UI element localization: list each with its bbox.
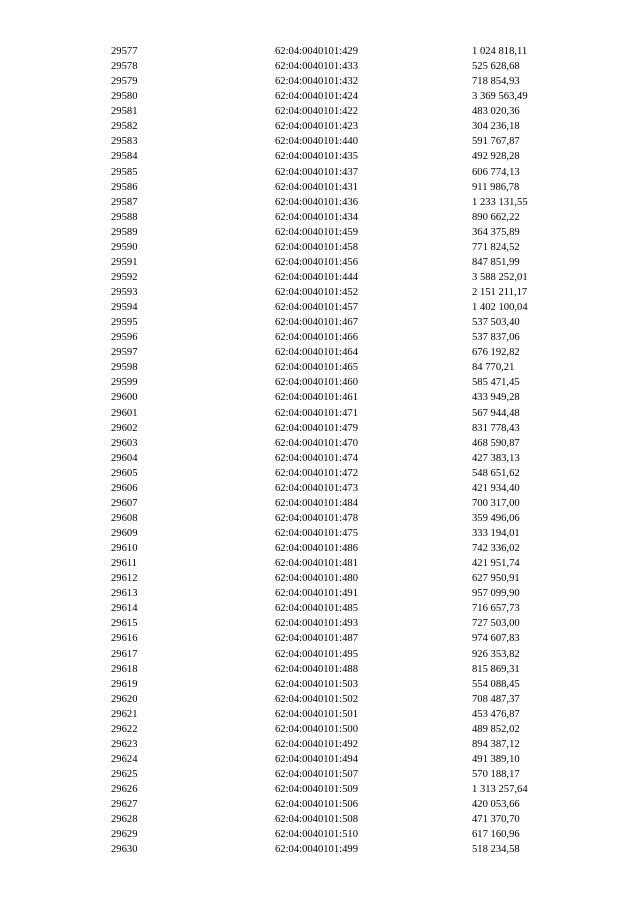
cadastral-number: 62:04:0040101:434	[275, 211, 358, 223]
row-number: 29620	[111, 693, 138, 705]
cadastral-number: 62:04:0040101:452	[275, 287, 358, 298]
cadastral-value: 831 778,43	[472, 422, 520, 434]
cadastral-number: 62:04:0040101:472	[275, 467, 358, 479]
cadastral-value: 427 383,13	[472, 452, 520, 464]
cadastral-number: 62:04:0040101:460	[275, 377, 358, 389]
cadastral-number: 62:04:0040101:431	[275, 181, 358, 193]
cadastral-value: 911 986,78	[472, 181, 520, 193]
cadastral-value: 815 869,31	[472, 663, 520, 675]
cadastral-value: 894 387,12	[472, 738, 520, 750]
cadastral-value-table	[0, 44, 640, 857]
cadastral-value: 489 852,02	[472, 723, 520, 735]
row-number: 29611	[111, 558, 138, 570]
row-number: 29609	[111, 528, 138, 539]
cadastral-value: 491 389,10	[472, 753, 520, 765]
row-number: 29580	[111, 91, 138, 103]
cadastral-number: 62:04:0040101:479	[275, 422, 358, 434]
cadastral-value: 847 851,99	[472, 256, 520, 268]
row-number: 29588	[111, 211, 138, 223]
table-row	[0, 767, 640, 782]
table-row	[0, 406, 640, 421]
row-number: 29604	[111, 452, 138, 464]
cadastral-number: 62:04:0040101:509	[275, 784, 358, 796]
cadastral-number: 62:04:0040101:458	[275, 241, 358, 253]
table-row	[0, 119, 640, 134]
row-number: 29577	[111, 46, 138, 57]
table-row	[0, 842, 640, 857]
cadastral-value: 3 369 563,49	[472, 91, 528, 103]
cadastral-number: 62:04:0040101:478	[275, 512, 358, 524]
table-row	[0, 59, 640, 74]
row-number: 29613	[111, 588, 138, 600]
cadastral-number: 62:04:0040101:487	[275, 633, 358, 645]
table-row	[0, 812, 640, 827]
cadastral-number: 62:04:0040101:500	[275, 723, 358, 735]
cadastral-number: 62:04:0040101:432	[275, 76, 358, 88]
cadastral-value: 304 236,18	[472, 121, 520, 133]
row-number: 29587	[111, 196, 138, 208]
cadastral-value: 537 503,40	[472, 317, 520, 329]
cadastral-value: 727 503,00	[472, 618, 520, 630]
cadastral-number: 62:04:0040101:492	[275, 738, 358, 750]
cadastral-value: 708 487,37	[472, 693, 520, 705]
table-row	[0, 436, 640, 451]
cadastral-value: 1 233 131,55	[472, 196, 528, 208]
row-number: 29597	[111, 347, 138, 359]
table-row	[0, 451, 640, 466]
cadastral-number: 62:04:0040101:473	[275, 482, 358, 494]
cadastral-value: 525 628,68	[472, 61, 520, 73]
row-number: 29599	[111, 377, 138, 389]
table-row	[0, 662, 640, 677]
row-number: 29622	[111, 723, 138, 735]
row-number: 29584	[111, 151, 138, 163]
row-number: 29606	[111, 482, 138, 494]
table-row	[0, 677, 640, 692]
cadastral-number: 62:04:0040101:485	[275, 603, 358, 615]
row-number: 29629	[111, 829, 138, 841]
cadastral-value: 471 370,70	[472, 814, 520, 826]
cadastral-number: 62:04:0040101:493	[275, 618, 358, 630]
cadastral-number: 62:04:0040101:499	[275, 844, 358, 856]
table-row	[0, 375, 640, 390]
row-number: 29610	[111, 543, 138, 555]
table-row	[0, 180, 640, 195]
cadastral-number: 62:04:0040101:495	[275, 648, 358, 660]
table-row	[0, 556, 640, 571]
row-number: 29581	[111, 106, 138, 118]
table-row	[0, 737, 640, 752]
cadastral-value: 364 375,89	[472, 226, 520, 238]
cadastral-number: 62:04:0040101:503	[275, 678, 358, 690]
cadastral-number: 62:04:0040101:467	[275, 317, 358, 329]
cadastral-number: 62:04:0040101:474	[275, 452, 358, 464]
row-number: 29594	[111, 302, 138, 314]
cadastral-value: 567 944,48	[472, 407, 520, 419]
row-number: 29601	[111, 407, 138, 419]
table-row	[0, 541, 640, 556]
row-number: 29618	[111, 663, 138, 675]
cadastral-number: 62:04:0040101:436	[275, 196, 358, 208]
table-row	[0, 466, 640, 481]
cadastral-number: 62:04:0040101:466	[275, 332, 358, 344]
cadastral-value: 742 336,02	[472, 543, 520, 555]
table-row	[0, 647, 640, 662]
cadastral-value: 617 160,96	[472, 829, 520, 841]
row-number: 29617	[111, 648, 138, 660]
table-row	[0, 134, 640, 149]
table-row	[0, 345, 640, 360]
cadastral-number: 62:04:0040101:437	[275, 166, 358, 178]
cadastral-number: 62:04:0040101:465	[275, 362, 358, 374]
table-row	[0, 330, 640, 345]
cadastral-value: 606 774,13	[472, 166, 520, 178]
cadastral-number: 62:04:0040101:507	[275, 769, 358, 780]
cadastral-number: 62:04:0040101:488	[275, 663, 358, 675]
row-number: 29608	[111, 512, 138, 524]
row-number: 29619	[111, 678, 138, 690]
row-number: 29630	[111, 844, 138, 856]
table-row	[0, 255, 640, 270]
row-number: 29607	[111, 497, 138, 509]
row-number: 29598	[111, 362, 138, 374]
cadastral-value: 421 934,40	[472, 482, 520, 494]
cadastral-value: 890 662,22	[472, 211, 520, 223]
table-row	[0, 571, 640, 586]
cadastral-value: 433 949,28	[472, 392, 520, 404]
table-row	[0, 285, 640, 300]
table-row	[0, 44, 640, 59]
row-number: 29585	[111, 166, 138, 178]
row-number: 29602	[111, 422, 138, 434]
row-number: 29612	[111, 573, 138, 585]
cadastral-value: 591 767,87	[472, 136, 520, 148]
cadastral-number: 62:04:0040101:444	[275, 271, 358, 283]
table-row	[0, 240, 640, 255]
row-number: 29623	[111, 738, 138, 750]
row-number: 29626	[111, 784, 138, 796]
row-number: 29583	[111, 136, 138, 148]
row-number: 29578	[111, 61, 138, 73]
cadastral-value: 1 402 100,04	[472, 302, 528, 314]
row-number: 29605	[111, 467, 138, 479]
cadastral-number: 62:04:0040101:471	[275, 407, 358, 419]
row-number: 29593	[111, 287, 138, 298]
cadastral-number: 62:04:0040101:510	[275, 829, 358, 841]
cadastral-number: 62:04:0040101:502	[275, 693, 358, 705]
cadastral-number: 62:04:0040101:422	[275, 106, 358, 118]
cadastral-value: 585 471,45	[472, 377, 520, 389]
cadastral-value: 420 053,66	[472, 799, 520, 811]
table-row	[0, 797, 640, 812]
table-row	[0, 360, 640, 375]
cadastral-value: 84 770,21	[472, 362, 515, 374]
cadastral-value: 554 088,45	[472, 678, 520, 690]
cadastral-number: 62:04:0040101:501	[275, 708, 358, 720]
cadastral-number: 62:04:0040101:457	[275, 302, 358, 314]
row-number: 29596	[111, 332, 138, 344]
cadastral-value: 570 188,17	[472, 769, 520, 780]
cadastral-value: 548 651,62	[472, 467, 520, 479]
table-row	[0, 210, 640, 225]
row-number: 29600	[111, 392, 138, 404]
cadastral-value: 453 476,87	[472, 708, 520, 720]
cadastral-number: 62:04:0040101:435	[275, 151, 358, 163]
row-number: 29586	[111, 181, 138, 193]
table-row	[0, 722, 640, 737]
cadastral-value: 537 837,06	[472, 332, 520, 344]
cadastral-number: 62:04:0040101:433	[275, 61, 358, 73]
table-row	[0, 421, 640, 436]
table-row	[0, 300, 640, 315]
cadastral-value: 700 317,00	[472, 497, 520, 509]
cadastral-number: 62:04:0040101:506	[275, 799, 358, 811]
table-row	[0, 616, 640, 631]
cadastral-value: 716 657,73	[472, 603, 520, 615]
cadastral-value: 957 099,90	[472, 588, 520, 600]
table-row	[0, 496, 640, 511]
cadastral-value: 483 020,36	[472, 106, 520, 118]
row-number: 29592	[111, 271, 138, 283]
table-row	[0, 149, 640, 164]
cadastral-value: 3 588 252,01	[472, 271, 528, 283]
cadastral-number: 62:04:0040101:484	[275, 497, 358, 509]
row-number: 29614	[111, 603, 138, 615]
row-number: 29591	[111, 256, 138, 268]
cadastral-value: 468 590,87	[472, 437, 520, 449]
cadastral-number: 62:04:0040101:508	[275, 814, 358, 826]
cadastral-number: 62:04:0040101:440	[275, 136, 358, 148]
cadastral-number: 62:04:0040101:480	[275, 573, 358, 585]
table-row	[0, 692, 640, 707]
table-row	[0, 195, 640, 210]
table-row	[0, 631, 640, 646]
row-number: 29621	[111, 708, 138, 720]
cadastral-value: 359 496,06	[472, 512, 520, 524]
row-number: 29628	[111, 814, 138, 826]
cadastral-number: 62:04:0040101:470	[275, 437, 358, 449]
cadastral-value: 492 928,28	[472, 151, 520, 163]
cadastral-value: 676 192,82	[472, 347, 520, 359]
cadastral-value: 421 951,74	[472, 558, 520, 570]
row-number: 29582	[111, 121, 138, 133]
row-number: 29625	[111, 769, 138, 780]
row-number: 29589	[111, 226, 138, 238]
cadastral-number: 62:04:0040101:424	[275, 91, 358, 103]
table-row	[0, 390, 640, 405]
cadastral-number: 62:04:0040101:461	[275, 392, 358, 404]
table-row	[0, 586, 640, 601]
table-row	[0, 782, 640, 797]
cadastral-value: 627 950,91	[472, 573, 520, 585]
row-number: 29603	[111, 437, 138, 449]
table-row	[0, 601, 640, 616]
table-row	[0, 270, 640, 285]
cadastral-value: 926 353,82	[472, 648, 520, 660]
cadastral-value: 333 194,01	[472, 528, 520, 539]
table-row	[0, 165, 640, 180]
table-row	[0, 315, 640, 330]
cadastral-value: 2 151 211,17	[472, 287, 528, 298]
table-row	[0, 511, 640, 526]
row-number: 29624	[111, 753, 138, 765]
cadastral-number: 62:04:0040101:491	[275, 588, 358, 600]
cadastral-number: 62:04:0040101:456	[275, 256, 358, 268]
table-row	[0, 74, 640, 89]
row-number: 29579	[111, 76, 138, 88]
table-row	[0, 707, 640, 722]
row-number: 29616	[111, 633, 138, 645]
row-number: 29595	[111, 317, 138, 329]
row-number: 29627	[111, 799, 138, 811]
cadastral-number: 62:04:0040101:481	[275, 558, 358, 570]
table-row	[0, 752, 640, 767]
table-row	[0, 526, 640, 541]
cadastral-number: 62:04:0040101:486	[275, 543, 358, 555]
cadastral-number: 62:04:0040101:475	[275, 528, 358, 539]
table-row	[0, 89, 640, 104]
cadastral-value: 718 854,93	[472, 76, 520, 88]
cadastral-number: 62:04:0040101:459	[275, 226, 358, 238]
cadastral-value: 1 024 818,11	[472, 46, 528, 57]
cadastral-number: 62:04:0040101:429	[275, 46, 358, 57]
cadastral-value: 1 313 257,64	[472, 784, 528, 796]
row-number: 29590	[111, 241, 138, 253]
cadastral-value: 518 234,58	[472, 844, 520, 856]
row-number: 29615	[111, 618, 138, 630]
cadastral-value: 974 607,83	[472, 633, 520, 645]
cadastral-number: 62:04:0040101:464	[275, 347, 358, 359]
table-row	[0, 225, 640, 240]
table-row	[0, 481, 640, 496]
cadastral-number: 62:04:0040101:494	[275, 753, 358, 765]
table-row	[0, 104, 640, 119]
cadastral-value: 771 824,52	[472, 241, 520, 253]
cadastral-number: 62:04:0040101:423	[275, 121, 358, 133]
table-row	[0, 827, 640, 842]
